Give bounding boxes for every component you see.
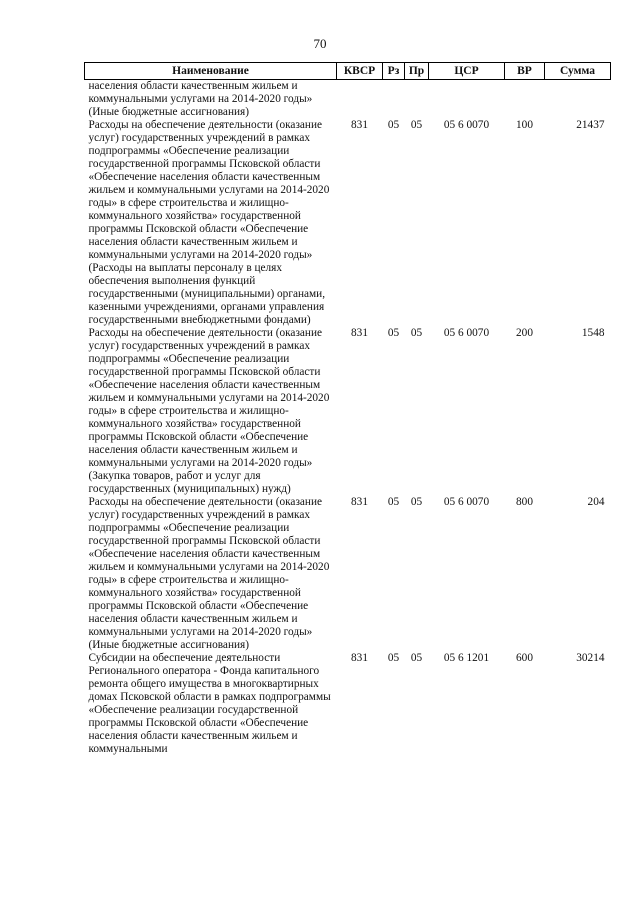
cell-sum: 1548 [581, 327, 605, 339]
budget-table [84, 62, 611, 756]
cell-vr: 600 [516, 652, 533, 664]
cell-kvsr: 831 [351, 327, 368, 339]
header-rz: Рз [383, 63, 405, 80]
header-sum: Сумма [545, 63, 611, 80]
table-row [85, 119, 611, 327]
cell-pr: 05 [410, 496, 423, 508]
page-number: 70 [313, 36, 327, 51]
header-kvsr: КВСР [337, 63, 383, 80]
cell-name: Субсидии на обеспечение деятельности Регионального оператора - Фонда капитального ремонта общего имущества в многоквартирных домах Псковской области в рамках подпрограммы «Обеспечение реализации государственной программы Псковской области «Обеспечение населения области качественным жильем и коммунальными [88, 652, 331, 755]
cell-kvsr: 831 [351, 652, 368, 664]
cell-kvsr [337, 80, 383, 120]
cell-vr: 100 [516, 119, 533, 131]
cell-csr: 05 6 0070 [443, 496, 490, 508]
cell-rz: 05 [387, 119, 400, 131]
cell-csr: 05 6 0070 [443, 327, 490, 339]
table-row [85, 327, 611, 496]
cell-name: Расходы на обеспечение деятельности (оказание услуг) государственных учреждений в рамках подпрограммы «Обеспечение реализации государственной программы Псковской области «Обеспечение населения области качественным жильем и коммунальными услугами на 2014-2020 годы» в сфере строительства и жилищно-коммунального хозяйства» государственной программы Псковской области «Обеспечение населения области качественным жильем и коммунальными услугами на 2014-2020 годы» (Закупка товаров, работ и услуг для государственных (муниципальных) нужд) [88, 327, 330, 495]
header-name: Наименование [85, 63, 337, 80]
cell-rz: 05 [387, 496, 400, 508]
cell-pr: 05 [410, 652, 423, 664]
cell-csr: 05 6 1201 [443, 652, 490, 664]
cell-pr [405, 80, 429, 120]
table-row [85, 80, 611, 120]
cell-csr [429, 80, 505, 120]
cell-rz: 05 [387, 327, 400, 339]
cell-rz [383, 80, 405, 120]
cell-sum: 30214 [576, 652, 605, 664]
table-row [85, 496, 611, 652]
cell-sum: 204 [587, 496, 605, 508]
cell-name: населения области качественным жильем и коммунальными услугами на 2014-2020 годы» (Иные бюджетные ассигнования) [88, 80, 313, 118]
cell-kvsr: 831 [351, 496, 368, 508]
table-header [85, 63, 611, 80]
cell-vr: 200 [516, 327, 533, 339]
cell-pr: 05 [410, 119, 423, 131]
cell-kvsr: 831 [351, 119, 368, 131]
cell-vr: 800 [516, 496, 533, 508]
cell-sum: 21437 [576, 119, 605, 131]
header-vr: ВР [505, 63, 545, 80]
cell-name: Расходы на обеспечение деятельности (оказание услуг) государственных учреждений в рамках подпрограммы «Обеспечение реализации государственной программы Псковской области «Обеспечение населения области качественным жильем и коммунальными услугами на 2014-2020 годы» в сфере строительства и жилищно-коммунального хозяйства» государственной программы Псковской области «Обеспечение населения области качественным жильем и коммунальными услугами на 2014-2020 годы» (Расходы на выплаты персоналу в целях обеспечения выполнения функций государственными (муниципальными) органами, казенными учреждениями, органами управления государственными внебюджетными фондами) [88, 119, 330, 326]
cell-csr: 05 6 0070 [443, 119, 490, 131]
cell-name: Расходы на обеспечение деятельности (оказание услуг) государственных учреждений в рамках подпрограммы «Обеспечение реализации государственной программы Псковской области «Обеспечение населения области качественным жильем и коммунальными услугами на 2014-2020 годы» в сфере строительства и жилищно-коммунального хозяйства» государственной программы Псковской области «Обеспечение населения области качественным жильем и коммунальными услугами на 2014-2020 годы» (Иные бюджетные ассигнования) [88, 496, 330, 651]
header-csr: ЦСР [429, 63, 505, 80]
cell-vr [505, 80, 545, 120]
cell-rz: 05 [387, 652, 400, 664]
header-pr: Пр [405, 63, 429, 80]
cell-pr: 05 [410, 327, 423, 339]
table-row [85, 652, 611, 756]
cell-sum [545, 80, 611, 120]
